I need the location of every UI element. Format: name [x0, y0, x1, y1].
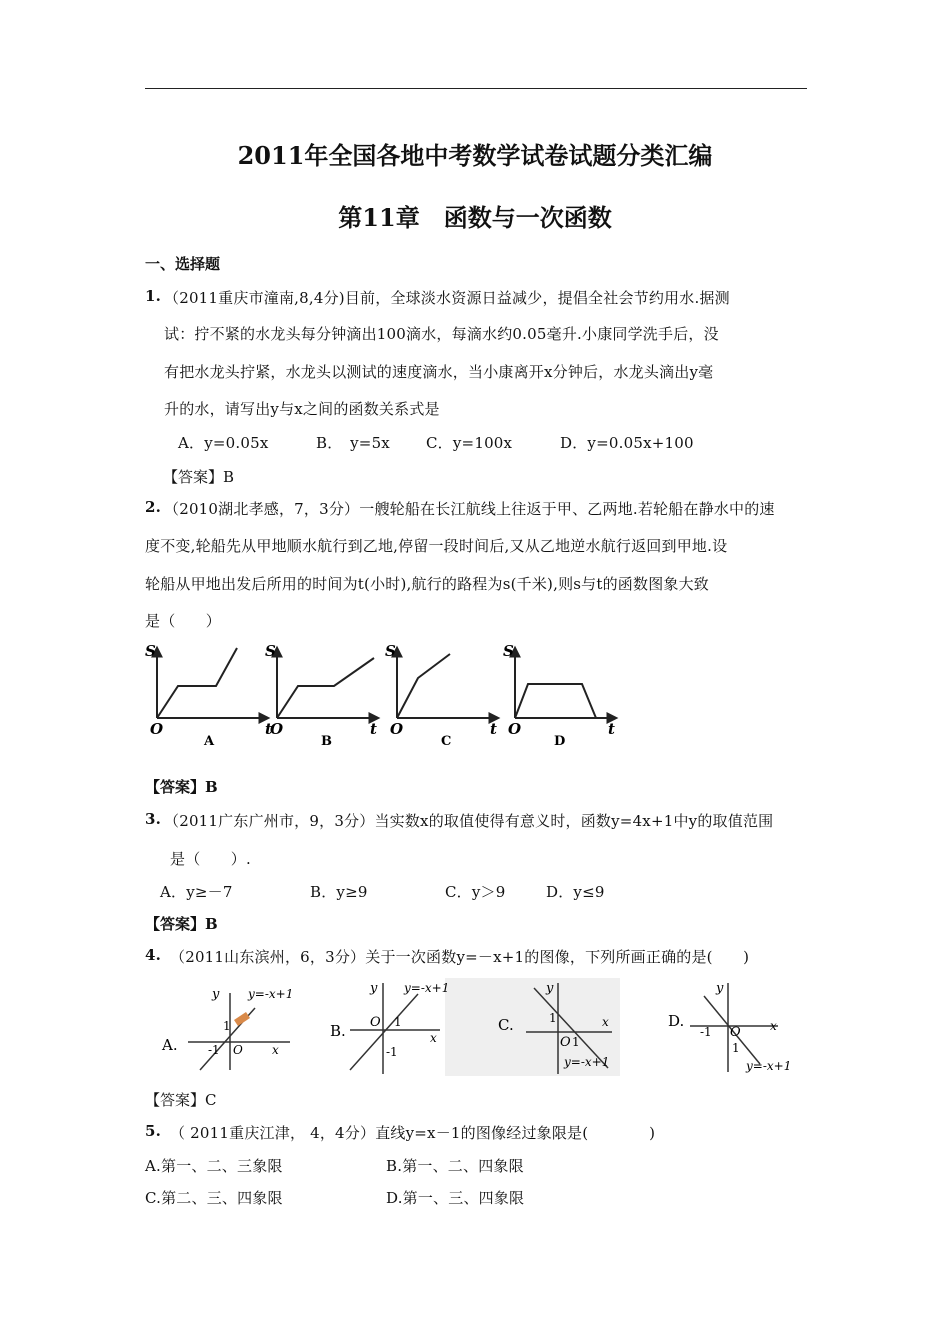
option-letter: D.	[668, 1012, 685, 1030]
answer-label: 【答案】	[145, 915, 206, 933]
question-text-line: 有把水龙头拧紧，水龙头以测试的速度滴水，当小康离开x分钟后，水龙头滴出y毫	[164, 363, 714, 381]
option-c: C.第二、三、四象限	[145, 1189, 283, 1207]
tick-label: -1	[208, 1043, 220, 1057]
option-b: B． y=5x	[316, 434, 390, 452]
header-rule	[145, 88, 807, 89]
equation-label: y=-x+1	[248, 987, 294, 1001]
question-text-line: （2010湖北孝感，7，3分）一艘轮船在长江航线上往返于甲、乙两地.若轮船在静水中的速	[164, 500, 775, 518]
graph-d	[503, 642, 616, 749]
tick-label: 1	[223, 1019, 231, 1033]
section-heading: 一、选择题	[145, 255, 221, 273]
axis-label-y: y	[546, 981, 554, 996]
origin-label: O	[233, 1043, 243, 1057]
option-b: B.第一、二、四象限	[386, 1157, 524, 1175]
graph-a	[161, 987, 293, 1070]
axis-label-x: x	[430, 1031, 437, 1045]
option-a: A．y≥－7	[160, 883, 233, 901]
tick-label: -1	[386, 1045, 398, 1059]
option-a: A．y=0.05x	[178, 434, 269, 452]
origin-label: O	[560, 1035, 571, 1050]
axis-label-y: y	[370, 981, 378, 996]
option-d: D．y≤9	[546, 883, 605, 901]
axis-label-s: S	[503, 642, 514, 660]
question-text-line: （2011重庆市潼南,8,4分)目前，全球淡水资源日益减少，提倡全社会节约用水.据测	[164, 289, 730, 307]
answer: 【答案】B	[163, 468, 235, 486]
distance-time-graphs	[140, 640, 620, 755]
question-number: 5.	[145, 1122, 162, 1140]
axis-label-s: S	[385, 642, 396, 660]
answer-value: B	[205, 915, 218, 933]
origin-label: O	[390, 720, 404, 738]
graph-a	[145, 642, 272, 749]
question-text-line: 升的水，请写出y与x之间的函数关系式是	[164, 400, 440, 418]
graph-d	[668, 981, 791, 1073]
equation-label: y=-x+1	[746, 1059, 792, 1073]
axis-label-x: x	[602, 1015, 609, 1029]
axis-label-x: x	[770, 1019, 777, 1033]
option-letter: A.	[162, 1036, 178, 1054]
tick-label: -1	[700, 1025, 712, 1039]
question-text-line: 试：拧不紧的水龙头每分钟滴出100滴水，每滴水约0.05毫升.小康同学洗手后，没	[164, 325, 719, 343]
answer	[145, 913, 218, 934]
tick-label: 1	[549, 1011, 557, 1025]
origin-label: O	[270, 720, 284, 738]
axis-label-t: t	[608, 720, 615, 738]
axis-label-s: S	[145, 642, 156, 660]
graph-label-a: A	[204, 734, 215, 749]
origin-label: O	[508, 720, 522, 738]
option-c: C．y=100x	[426, 434, 513, 452]
graph-label-b: B	[321, 734, 332, 749]
tick-label: 1	[572, 1035, 580, 1049]
origin-label: O	[150, 720, 164, 738]
tick-label: 1	[732, 1041, 740, 1055]
answer: 【答案】C	[145, 1091, 217, 1109]
axis-label-t: t	[370, 720, 377, 738]
linear-function-graphs	[160, 978, 800, 1078]
equation-label: y=-x+1	[564, 1055, 610, 1069]
question-text-line: 是（ ）	[145, 612, 222, 630]
chapter-title: 第11章 函数与一次函数	[338, 203, 612, 232]
axis-label-y: y	[716, 981, 724, 996]
option-d: D.第一、三、四象限	[386, 1189, 525, 1207]
question-text-line: 轮船从甲地出发后所用的时间为t(小时),航行的路程为s(千米),则s与t的函数图象大致	[145, 575, 709, 593]
axis-label-s: S	[265, 642, 276, 660]
origin-label: O	[730, 1025, 741, 1040]
question-number: 1.	[145, 287, 162, 305]
axis-label-x: x	[272, 1043, 279, 1057]
option-b: B．y≥9	[310, 883, 368, 901]
option-letter: C.	[498, 1016, 514, 1034]
answer: 【答案】B	[145, 778, 218, 796]
question-text-line: 是（ ）.	[170, 850, 251, 868]
question-text-line: （ 2011重庆江津， 4，4分）直线y=x－1的图像经过象限是( )	[170, 1124, 656, 1142]
axis-label-t: t	[265, 720, 272, 738]
graph-b	[330, 981, 449, 1074]
option-c: C．y＞9	[445, 883, 506, 901]
question-number: 4.	[145, 946, 162, 964]
document-title: 2011年全国各地中考数学试卷试题分类汇编	[237, 141, 713, 170]
question-number: 2.	[145, 498, 162, 516]
axis-label-y: y	[212, 987, 220, 1002]
graph-b	[265, 642, 378, 749]
option-a: A.第一、二、三象限	[145, 1157, 283, 1175]
question-text-line: （2011山东滨州，6，3分）关于一次函数y=－x+1的图像，下列所画正确的是( )	[170, 948, 750, 966]
question-text-line: （2011广东广州市，9，3分）当实数x的取值使得有意义时，函数y=4x+1中y的取值范围	[164, 812, 774, 830]
equation-label: y=-x+1	[404, 981, 450, 995]
question-number: 3.	[145, 810, 162, 828]
question-text-line: 度不变,轮船先从甲地顺水航行到乙地,停留一段时间后,又从乙地逆水航行返回到甲地.设	[145, 537, 728, 555]
graph-c	[385, 642, 498, 749]
graph-label-d: D	[554, 734, 566, 749]
tick-label: 1	[394, 1015, 402, 1029]
axis-label-t: t	[490, 720, 497, 738]
graph-label-c: C	[441, 734, 452, 749]
option-letter: B.	[330, 1022, 346, 1040]
origin-label: O	[370, 1015, 381, 1030]
option-d: D．y=0.05x+100	[560, 434, 694, 452]
